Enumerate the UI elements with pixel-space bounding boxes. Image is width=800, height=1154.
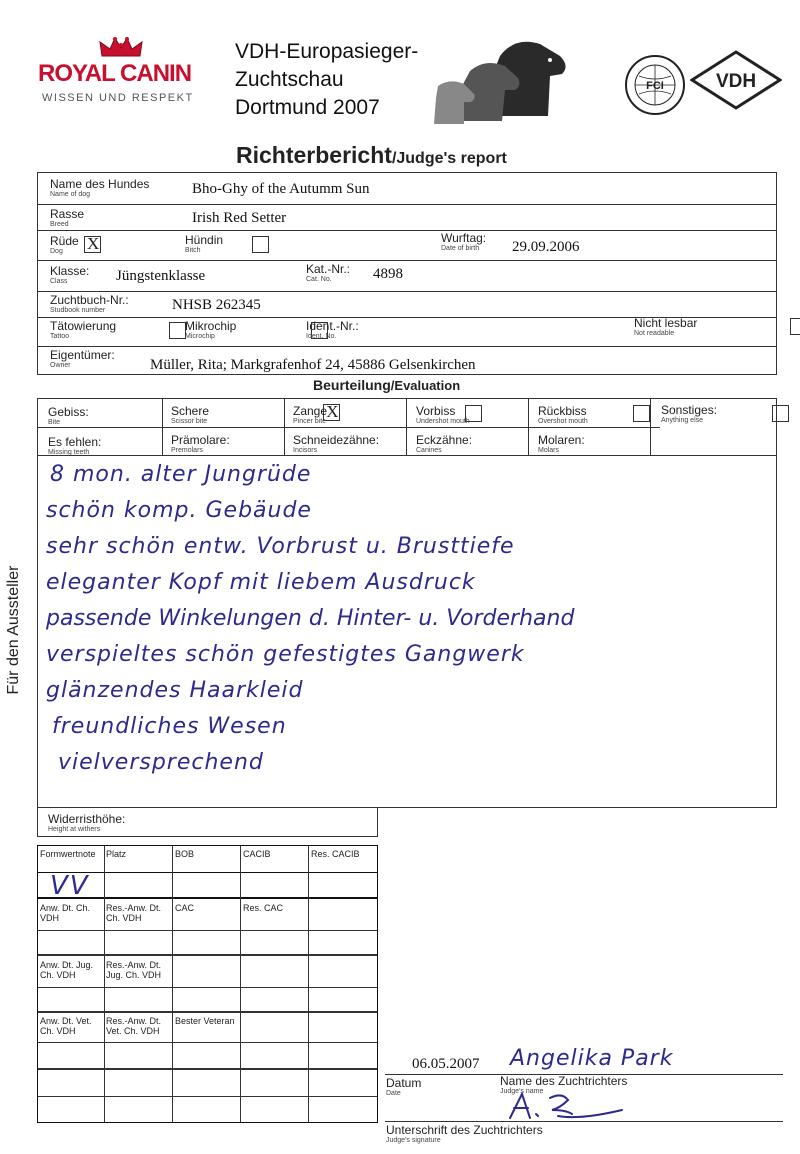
report-line: glänzendes Haarkleid: [46, 678, 304, 703]
overshot-checkbox[interactable]: [772, 405, 789, 422]
microchip-label: Mikrochip Microchip: [185, 319, 237, 340]
studbook-label: Zuchtbuch-Nr.: Studbook number: [50, 293, 129, 314]
title-sub: /Judge's report: [391, 150, 507, 167]
exhibitor-side-label: Für den Aussteller: [5, 565, 22, 695]
report-line: verspieltes schön gefestigtes Gangwerk: [46, 642, 525, 667]
crown-icon: [98, 36, 144, 60]
date-label: Datum Date: [386, 1076, 422, 1097]
grade-r4c2: Res.-Anw. Dt. Vet. Ch. VDH: [106, 1016, 162, 1036]
height-label: Widerristhöhe: Height at withers: [48, 812, 126, 833]
report-line: vielversprechend: [58, 750, 264, 775]
class-value: Jüngstenklasse: [116, 268, 206, 284]
dob-value: 29.09.2006: [512, 239, 580, 255]
signature-line: [385, 1121, 783, 1122]
grade-header-formwert: Formwertnote: [40, 849, 96, 859]
catno-value: 4898: [373, 266, 403, 282]
event-line-2: Zuchtschau: [235, 68, 344, 91]
missing-label: Es fehlen: Missing teeth: [48, 435, 102, 456]
tattoo-checkbox[interactable]: [169, 322, 186, 339]
grade-r3c2: Res.-Anw. Dt. Jug. Ch. VDH: [106, 960, 162, 980]
grade-r2c2: Res.-Anw. Dt. Ch. VDH: [106, 903, 162, 923]
undershot-checkbox[interactable]: [633, 405, 650, 422]
tattoo-label: Tätowierung Tattoo: [50, 319, 117, 340]
scissor-label: Schere Scissor bite: [171, 404, 210, 425]
bite-label: Gebiss: Bite: [48, 405, 89, 426]
brand-tagline: WISSEN UND RESPEKT: [42, 92, 194, 104]
pincer-label: Zange Pincer bite: [293, 404, 328, 425]
grade-r3c1: Anw. Dt. Jug. Ch. VDH: [40, 960, 94, 980]
grade-header-cacib: CACIB: [243, 849, 271, 859]
report-line: freundliches Wesen: [52, 714, 287, 739]
event-title: [235, 38, 418, 122]
female-checkbox[interactable]: [252, 236, 269, 253]
overshot-label: Rückbiss Overshot mouth: [538, 404, 588, 425]
dog-name-value: Bho-Ghy of the Autumm Sun: [192, 181, 370, 197]
owner-label: Eigentümer: Owner: [50, 348, 115, 369]
grade-r2c3: CAC: [175, 903, 195, 913]
dogs-illustration: [430, 36, 580, 128]
judge-name-label: Name des Zuchtrichters Judge's name: [500, 1074, 628, 1095]
title-main: Richterbericht: [236, 142, 392, 168]
breed-label: Rasse Breed: [50, 207, 85, 228]
grade-r2c1: Anw. Dt. Ch. VDH: [40, 903, 91, 923]
premolars-label: Prämolare: Premolars: [171, 433, 230, 454]
event-line-1: VDH-Europasieger-: [235, 40, 419, 63]
report-line: eleganter Kopf mit liebem Ausdruck: [46, 570, 476, 595]
evaluation-heading: Beurteilung/Evaluation: [313, 377, 461, 393]
fci-label: FCI: [646, 80, 664, 92]
report-line: schön komp. Gebäude: [46, 498, 312, 523]
unreadable-label: Nicht lesbar Not readable: [634, 316, 698, 337]
report-line: passende Winkelungen d. Hinter- u. Vorderhand: [46, 606, 575, 631]
grade-header-rescacib: Res. CACIB: [311, 849, 360, 859]
vdh-logo: [690, 50, 782, 110]
dog-name-label: Name des Hundes Name of dog: [50, 177, 150, 198]
judge-signature: [500, 1090, 630, 1122]
royal-canin-logo: [38, 36, 208, 108]
unreadable-checkbox[interactable]: [790, 318, 800, 335]
report-line: 8 mon. alter Jungrüde: [50, 462, 312, 487]
undershot-label: Vorbiss Undershot mouth: [416, 404, 470, 425]
grade-r4c3: Bester Veteran: [175, 1016, 235, 1026]
judge-name-value: Angelika Park: [510, 1046, 674, 1071]
scissor-check-mark: X: [326, 402, 339, 422]
catno-label: Kat.-Nr.: Cat. No.: [306, 262, 351, 283]
molars-label: Molaren: Molars: [538, 433, 585, 454]
studbook-value: NHSB 262345: [172, 297, 261, 313]
other-label: Sonstiges: Anything else: [661, 403, 718, 424]
brand-name: ROYAL CANIN: [38, 60, 192, 87]
grade-r4c1: Anw. Dt. Vet. Ch. VDH: [40, 1016, 92, 1036]
breed-value: Irish Red Setter: [192, 210, 287, 226]
canines-label: Eckzähne: Canines: [416, 433, 473, 454]
class-label: Klasse: Class: [50, 264, 90, 285]
male-check-mark: X: [87, 234, 100, 254]
grade-r2c4: Res. CAC: [243, 903, 284, 913]
male-label: Rüde Dog: [50, 234, 79, 255]
date-value: 06.05.2007: [412, 1056, 480, 1072]
owner-value: Müller, Rita; Markgrafenhof 24, 45886 Gelsenkirchen: [150, 357, 476, 373]
fci-seal: [624, 54, 686, 116]
grade-value: VV: [50, 871, 90, 901]
event-line-3: Dortmund 2007: [235, 96, 380, 119]
vdh-label: VDH: [715, 71, 757, 92]
dob-label: Wurftag: Date of birth: [441, 231, 487, 252]
signature-label: Unterschrift des Zuchtrichters Judge's signature: [386, 1123, 543, 1144]
ident-label: Ident.-Nr.: Ident. No.: [306, 319, 359, 340]
report-line: sehr schön entw. Vorbrust u. Brusttiefe: [46, 534, 515, 559]
report-text: [46, 462, 772, 786]
female-label: Hündin Bitch: [185, 233, 224, 254]
page-title: [236, 142, 507, 169]
grade-header-bob: BOB: [175, 849, 195, 859]
incisors-label: Schneidezähne: Incisors: [293, 433, 380, 454]
male-checkbox[interactable]: [84, 236, 101, 253]
grade-header-platz: Platz: [106, 849, 127, 859]
